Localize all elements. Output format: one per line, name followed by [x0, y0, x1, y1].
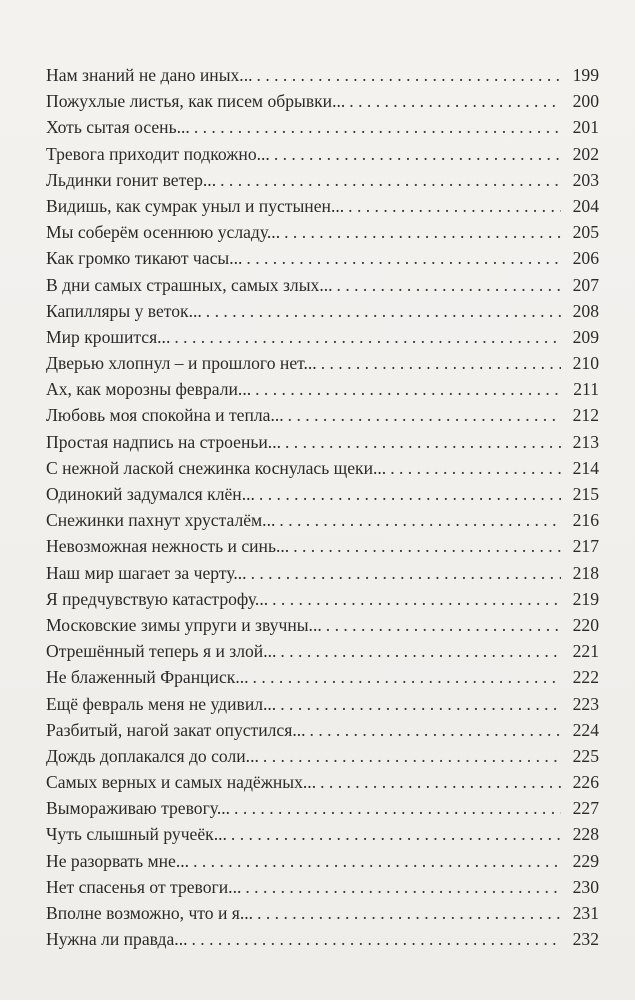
dot-leader — [337, 272, 561, 298]
toc-entry — [46, 324, 599, 350]
toc-entry — [46, 533, 599, 559]
toc-entry-page: 232 — [572, 929, 599, 950]
toc-entry-title: Невозможная нежность и синь... — [46, 536, 290, 557]
dot-leader — [293, 533, 561, 559]
dot-leader — [246, 245, 561, 271]
toc-entry — [46, 560, 599, 586]
toc-entry-page: 218 — [572, 562, 599, 583]
toc-entry-title: Наш мир шагает за черту... — [46, 562, 247, 583]
dot-leader — [288, 402, 561, 428]
toc-entry — [46, 167, 599, 193]
dot-leader — [220, 167, 561, 193]
toc-entry — [46, 88, 599, 114]
toc-entry-title: Вымораживаю тревогу... — [46, 798, 231, 819]
dot-leader — [193, 848, 561, 874]
toc-entry — [46, 821, 599, 847]
dot-leader — [245, 874, 561, 900]
toc-entry-page: 214 — [572, 457, 599, 478]
toc-entry-title: Отрешённый теперь я и злой... — [46, 641, 277, 662]
dot-leader — [192, 926, 562, 952]
dot-leader — [206, 298, 561, 324]
toc-entry-page: 222 — [572, 667, 599, 688]
dot-leader — [348, 193, 561, 219]
toc-entry-page: 201 — [572, 117, 599, 138]
toc-entry-page: 200 — [572, 91, 599, 112]
dot-leader — [251, 560, 561, 586]
toc-entry — [46, 272, 599, 298]
toc-entry-title: Любовь моя спокойна и тепла... — [46, 405, 284, 426]
toc-entry-title: Ещё февраль меня не удивил... — [46, 693, 277, 714]
toc-entry-title: Тревога приходит подкожно... — [46, 143, 270, 164]
dot-leader — [272, 586, 561, 612]
toc-entry-title: Я предчувствую катастрофу... — [46, 588, 269, 609]
dot-leader — [274, 141, 561, 167]
toc-entry — [46, 638, 599, 664]
toc-entry-page: 204 — [572, 195, 599, 216]
toc-entry-title: Не разорвать мне... — [46, 850, 190, 871]
toc-entry-title: Мы соберём осеннюю усладу... — [46, 222, 281, 243]
toc-entry-page: 212 — [572, 405, 599, 426]
toc-entry-title: Как громко тикают часы... — [46, 248, 243, 269]
toc-entry — [46, 664, 599, 690]
toc-entry-page: 210 — [572, 353, 599, 374]
toc-entry-page: 207 — [572, 274, 599, 295]
toc-entry-title: Вполне возможно, что и я... — [46, 903, 254, 923]
toc-entry-title: Самых верных и самых надёжных... — [46, 772, 317, 793]
toc-entry-title: Хоть сытая осень... — [46, 117, 190, 138]
dot-leader — [263, 743, 561, 769]
toc-entry-page: 231 — [572, 903, 599, 923]
toc-entry-page: 229 — [572, 850, 599, 871]
dot-leader — [194, 114, 561, 140]
dot-leader — [284, 219, 561, 245]
toc-entry-page: 230 — [572, 876, 599, 897]
dot-leader — [255, 376, 561, 402]
toc-entry-title: Простая надпись на строеньи... — [46, 431, 281, 452]
toc-entry — [46, 245, 599, 271]
toc-entry-title: Льдинки гонит ветер... — [46, 169, 217, 190]
toc-entry-title: Снежинки пахнут хрусталём... — [46, 510, 276, 531]
toc-entry-title: Ах, как морозны феврали... — [46, 379, 252, 400]
toc-entry — [46, 691, 599, 717]
dot-leader — [257, 62, 561, 88]
dot-leader — [259, 481, 561, 507]
dot-leader — [285, 429, 561, 455]
toc-entry — [46, 717, 599, 743]
toc-entry-page: 220 — [572, 614, 599, 635]
dot-leader — [310, 717, 561, 743]
toc-entry-page: 213 — [572, 431, 599, 452]
toc-entry-page: 221 — [572, 641, 599, 662]
toc-entry-page: 227 — [572, 798, 599, 819]
toc-entry-title: Нужна ли правда... — [46, 929, 188, 950]
toc-entry-title: Нам знаний не дано иных... — [46, 65, 253, 85]
toc-entry — [46, 298, 599, 324]
dot-leader — [320, 769, 561, 795]
dot-leader — [349, 88, 561, 114]
dot-leader — [280, 638, 561, 664]
toc-entry — [46, 743, 599, 769]
dot-leader — [234, 795, 561, 821]
dot-leader — [279, 507, 561, 533]
toc-entry — [46, 795, 599, 821]
toc-entry-page: 223 — [572, 693, 599, 714]
toc-entry — [46, 219, 599, 245]
dot-leader — [390, 455, 561, 481]
toc-entry-title: Чуть слышный ручеёк... — [46, 824, 227, 845]
toc-entry-title: Капилляры у веток... — [46, 300, 202, 321]
toc-entry-page: 224 — [572, 719, 599, 740]
toc-entry-page: 219 — [572, 588, 599, 609]
dot-leader — [321, 350, 561, 376]
toc-entry — [46, 114, 599, 140]
toc-entry — [46, 402, 599, 428]
toc-entry-title: Нет спасенья от тревоги... — [46, 876, 242, 897]
dot-leader — [253, 664, 561, 690]
dot-leader — [257, 900, 561, 926]
toc-entry-title: Мир крошится... — [46, 326, 171, 347]
toc-entry-page: 202 — [572, 143, 599, 164]
toc-entry-page: 217 — [572, 536, 599, 557]
dot-leader — [326, 612, 561, 638]
toc-entry-page: 205 — [572, 222, 599, 243]
toc-entry — [46, 141, 599, 167]
toc-entry — [46, 926, 599, 952]
toc-entry — [46, 769, 599, 795]
toc-entry — [46, 350, 599, 376]
toc-entry — [46, 507, 599, 533]
toc-entry-title: Одинокий задумался клён... — [46, 484, 255, 504]
toc-entry-page: 199 — [572, 65, 599, 85]
toc-entry — [46, 586, 599, 612]
toc-entry-title: Дверью хлопнул – и прошлого нет... — [46, 353, 317, 374]
dot-leader — [174, 324, 561, 350]
dot-leader — [280, 691, 561, 717]
toc-entry-title: Московские зимы упруги и звучны... — [46, 614, 322, 635]
toc-entry-page: 215 — [572, 484, 599, 504]
toc-entry-page: 216 — [572, 510, 599, 531]
toc-entry-page: 226 — [572, 772, 599, 793]
toc-entry — [46, 481, 599, 507]
toc-entry-title: Видишь, как сумрак уныл и пустынен... — [46, 195, 345, 216]
toc-entry-page: 225 — [572, 745, 599, 766]
toc-entry-title: Пожухлые листья, как писем обрывки... — [46, 91, 346, 112]
toc-entry — [46, 848, 599, 874]
toc-entry — [46, 429, 599, 455]
toc-entry-page: 203 — [572, 169, 599, 190]
toc-entry — [46, 193, 599, 219]
toc-entry-title: Дождь доплакался до соли... — [46, 745, 259, 766]
toc-entry-title: Разбитый, нагой закат опустился... — [46, 719, 306, 740]
dot-leader — [231, 821, 561, 847]
toc-entry — [46, 62, 599, 88]
toc-entry — [46, 874, 599, 900]
toc-entry-page: 228 — [572, 824, 599, 845]
toc-entry-title: В дни самых страшных, самых злых... — [46, 274, 333, 295]
toc-entry-page: 208 — [572, 300, 599, 321]
toc-entry-page: 211 — [573, 379, 599, 400]
toc-entry-page: 206 — [572, 248, 599, 269]
toc-entry-page: 209 — [572, 326, 599, 347]
toc-entry — [46, 376, 599, 402]
toc-entry — [46, 455, 599, 481]
toc-entry-title: С нежной лаской снежинка коснулась щеки... — [46, 457, 387, 478]
toc-entry — [46, 612, 599, 638]
toc-entry — [46, 900, 599, 926]
toc-entry-title: Не блаженный Франциск... — [46, 667, 249, 688]
table-of-contents — [46, 62, 599, 952]
